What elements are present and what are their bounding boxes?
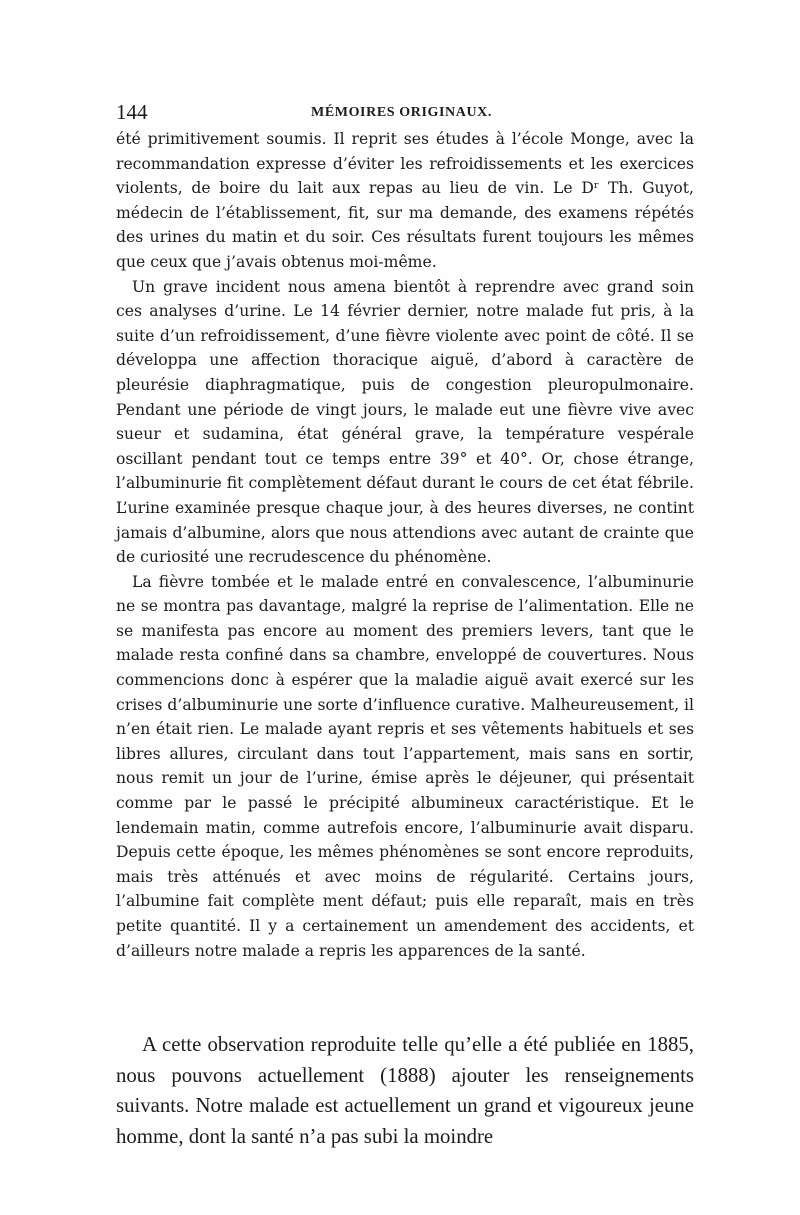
page-number: 144 — [116, 100, 148, 124]
paragraph-4: A cette observation reproduite telle qu’elle a été publiée en 1885, nous pouvons actuellement (1888) ajouter les renseignements suivants. Notre malade est actuellement un grand et vigoureux jeune homme, dont la santé n’a pas subi la moindre — [116, 1033, 694, 1148]
paragraph-3: La fièvre tombée et le malade entré en convalescence, l’albuminurie ne se montra pas davantage, malgré la reprise de l’alimentation. Elle ne se manifesta pas encore au moment des premiers levers, tant que le malade resta confiné dans sa chambre, enveloppé de couvertures. Nous commencions donc à espérer que la maladie aiguë avait exercé sur les crises d’albuminurie une sorte d’influence curative. Malheureusement, il n’en était rien. Le malade ayant repris et ses vêtements habituels et ses libres allures, circulant dans tout l’appartement, mais sans en sortir, nous remit un jour de l’urine, émise après le déjeuner, qui présentait comme par le passé le précipité albumineux caractéristique. Et le lendemain matin, comme autrefois encore, l’albuminurie avait disparu. Depuis cette époque, les mêmes phénomènes se sont encore reproduits, mais très atténués et avec moins de régularité. Certains jours, l’albumine fait complète ment défaut; puis elle reparaît, mais en très petite quantité. Il y a certainement un amendement des accidents, et d’ailleurs notre malade a repris les apparences de la santé. — [116, 572, 694, 960]
paragraph-1: été primitivement soumis. Il reprit ses études à l’école Monge, avec la recommandation expresse d’éviter les refroidissements et les exercices violents, de boire du lait aux repas au lieu de vin. Le Dʳ Th. Guyot, médecin de l’établissement, fit, sur ma demande, des examens répétés des urines du matin et du soir. Ces résultats furent toujours les mêmes que ceux que j’avais obtenus moi-même. — [116, 130, 694, 271]
main-text-large — [116, 1030, 694, 1152]
running-head — [116, 98, 694, 126]
paragraph-2: Un grave incident nous amena bientôt à reprendre avec grand soin ces analyses d’urine. Le 14 février dernier, notre malade fut pris, à la suite d’un refroidissement, d’une fièvre violente avec point de côté. Il se développa une affection thoracique aiguë, d’abord à caractère de pleurésie diaphragmatique, puis de congestion pleuropulmonaire. Pendant une période de vingt jours, le malade eut une fièvre vive avec sueur et sudamina, état général grave, la température vespérale oscillant pendant tout ce temps entre 39° et 40°. Or, chose étrange, l’albuminurie fit complètement défaut durant le cours de cet état fébrile. L’urine examinée presque chaque jour, à des heures diverses, ne contint jamais d’albumine, alors que nous attendions avec autant de crainte que de curiosité une recrudescence du phénomène. — [116, 277, 694, 567]
running-title: MÉMOIRES ORIGINAUX. — [311, 105, 492, 120]
main-text-small — [116, 127, 694, 963]
